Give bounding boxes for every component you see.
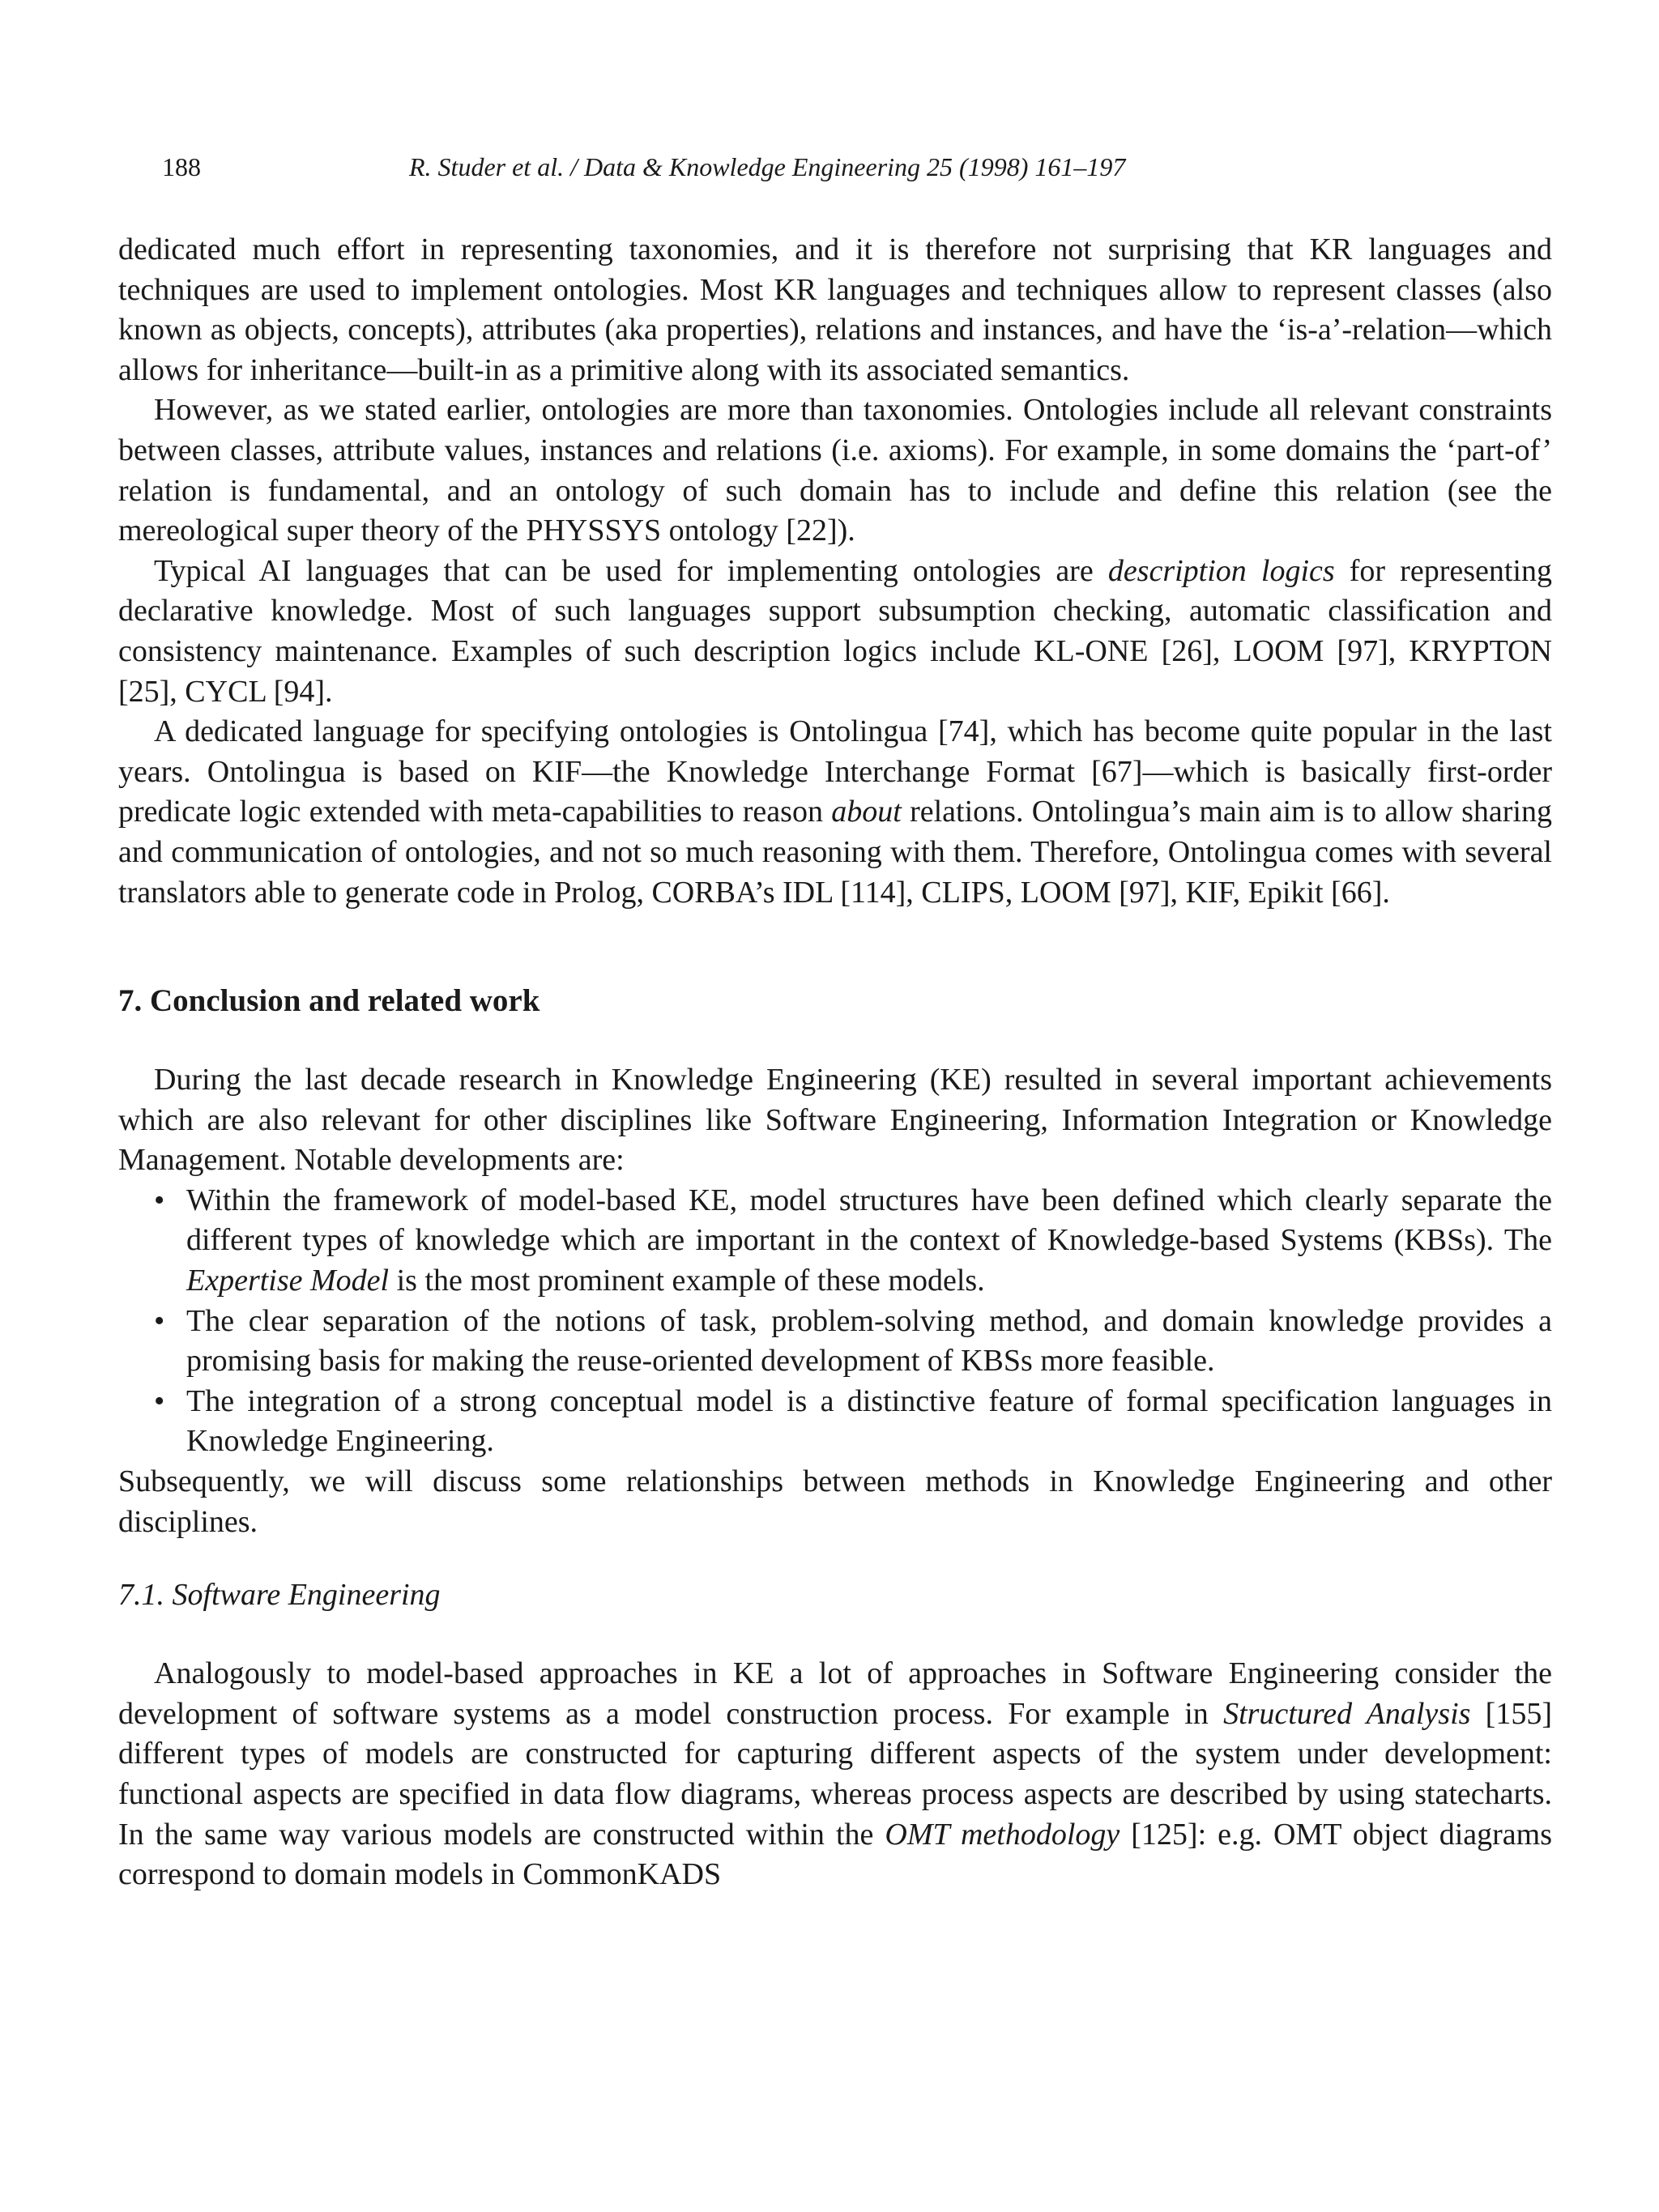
paragraph-4-text-b: relations. Ontolingua’s main aim is to allow sharing and communication of ontologies, and not so much reasoning with them. Therefore, Ontolingua comes with several translators able to generate code in Prolog, CORBA’s IDL [114], CLIPS, LOOM [97], KIF, Epikit [66]. xyxy=(118,795,1552,910)
list-item xyxy=(118,1181,1552,1302)
bullet-icon: • xyxy=(154,1383,165,1418)
list-item-text-a: Within the framework of model-based KE, model structures have been defined which clearly separate the different types of knowledge which are important in the context of Knowledge-based Systems (KBSs). The xyxy=(186,1183,1552,1258)
paragraph-3-emphasis: description logics xyxy=(1107,553,1335,588)
developments-list xyxy=(118,1181,1552,1462)
page-number: 188 xyxy=(162,152,201,181)
running-head: R. Studer et al. / Data & Knowledge Engineering 25 (1998) 161–197 xyxy=(409,152,1126,181)
list-item-text: The clear separation of the notions of task, problem-solving method, and domain knowledge provides a promising basis for making the reuse-oriented development of KBSs more feasible. xyxy=(186,1303,1552,1379)
section-7-intro: During the last decade research in Knowledge Engineering (KE) resulted in several important achievements which are also relevant for other disciplines like Software Engineering, Information Integration or Knowledge Management. Notable developments are: xyxy=(118,1063,1552,1178)
bullet-icon: • xyxy=(154,1183,165,1217)
paragraph-2: However, as we stated earlier, ontologies are more than taxonomies. Ontologies include all relevant constraints between classes, attribute values, instances and relations (i.e. axioms). For example, in some domains the ‘part-of’ relation is fundamental, and an ontology of such domain has to include and define this relation (see the mereological super theory of the PHYSSYS ontology [22]). xyxy=(118,393,1552,548)
section-7-closing: Subsequently, we will discuss some relationships between methods in Knowledge Engineering and other disciplines. xyxy=(118,1464,1552,1539)
bullet-icon: • xyxy=(154,1303,165,1338)
list-item-emphasis: Expertise Model xyxy=(186,1264,390,1298)
list-item-text-b: is the most prominent example of these models. xyxy=(389,1264,985,1298)
section-7-1-emphasis-b: OMT methodology xyxy=(885,1817,1120,1852)
section-7-1-text-b: [155] different types of models are constructed for capturing different aspects of the system under development: functional aspects are specified in data flow diagrams, whereas process aspects are described by using statecharts. In the same way various models are constructed within the xyxy=(118,1696,1552,1852)
paragraph-4-text-a: A dedicated language for specifying ontologies is Ontolingua [74], which has become quite popular in the last years. Ontolingua is based on KIF—the Knowledge Interchange Format [67]—which is basically first-order predicate logic extended with meta-capabilities to reason xyxy=(118,714,1552,829)
section-7-heading: 7. Conclusion and related work xyxy=(118,983,540,1019)
list-item xyxy=(118,1382,1552,1462)
section-7-1-text-c: [125]: e.g. OMT object diagrams correspond to domain models in CommonKADS xyxy=(118,1817,1552,1892)
section-7-1-paragraph xyxy=(118,1654,1552,1895)
paragraph-4-emphasis: about xyxy=(831,795,902,829)
list-item xyxy=(118,1302,1552,1382)
paragraph-3-text-a: Typical AI languages that can be used for implementing ontologies are xyxy=(154,553,1108,588)
section-7-1-text-a: Analogously to model-based approaches in KE a lot of approaches in Software Engineering consider the development of software systems as a model construction process. For example in xyxy=(118,1656,1552,1731)
paragraph-3-text-b: for representing declarative knowledge. Most of such languages support subsumption checking, automatic classification and consistency maintenance. Examples of such description logics include KL-ONE [26], LOOM [97], KRYPTON [25], CYCL [94]. xyxy=(118,553,1552,709)
page-body xyxy=(118,230,1552,1895)
paragraph-3 xyxy=(118,552,1552,712)
section-7-1-heading: 7.1. Software Engineering xyxy=(118,1578,441,1613)
section-7-1-emphasis-a: Structured Analysis xyxy=(1223,1696,1471,1731)
paragraph-4 xyxy=(118,712,1552,913)
list-item-text: The integration of a strong conceptual model is a distinctive feature of formal specification languages in Knowledge Engineering. xyxy=(186,1383,1552,1459)
paragraph-1: dedicated much effort in representing taxonomies, and it is therefore not surprising that KR languages and techniques are used to implement ontologies. Most KR languages and techniques allow to represent classes (also known as objects, concepts), attributes (aka properties), relations and instances, and have the ‘is-a’-relation—which allows for inheritance—built-in as a primitive along with its associated semantics. xyxy=(118,232,1552,387)
